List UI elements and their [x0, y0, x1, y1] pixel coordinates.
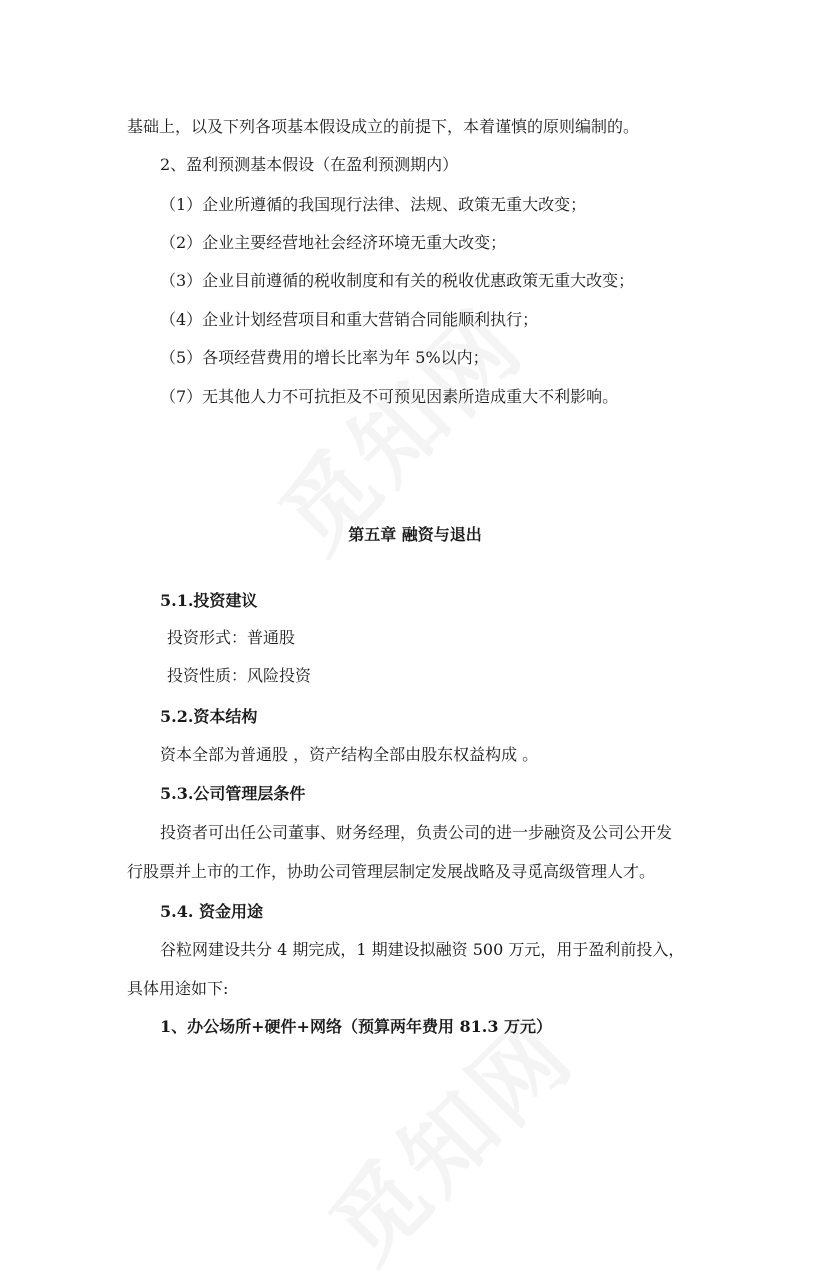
assumption-item: （4）企业计划经营项目和重大营销合同能顺利执行；: [160, 310, 539, 329]
section-5-1-title: 5.1.投资建议: [160, 591, 258, 610]
paragraph-continued: 基础上，以及下列各项基本假设成立的前提下，本着谨慎的原则编制的。: [127, 117, 640, 136]
section-5-4-body-line: 具体用途如下:: [127, 979, 229, 998]
section-5-2-body: 资本全部为普通股 ，资产结构全部由股东权益构成 。: [160, 745, 539, 764]
assumption-item: （2）企业主要经营地社会经济环境无重大改变；: [160, 233, 507, 252]
section-5-2-title: 5.2.资本结构: [160, 707, 258, 726]
section-5-4-title: 5.4. 资金用途: [160, 902, 263, 921]
section-5-3-body-line: 行股票并上市的工作，协助公司管理层制定发展战略及寻觅高级管理人才。: [127, 862, 656, 881]
assumption-item: （1）企业所遵循的我国现行法律、法规、政策无重大改变；: [160, 195, 587, 214]
section-5-3-body-line: 投资者可出任公司董事、财务经理，负责公司的进一步融资及公司公开发: [160, 823, 673, 842]
section-5-4-body-line: 谷粒网建设共分 4 期完成，1 期建设拟融资 500 万元，用于盈利前投入，: [160, 940, 685, 959]
assumption-item: （3）企业目前遵循的税收制度和有关的税收优惠政策无重大改变；: [160, 271, 635, 290]
investment-nature: 投资性质：风险投资: [167, 666, 312, 685]
assumptions-heading: 2、盈利预测基本假设（在盈利预测期内）: [160, 155, 459, 174]
investment-form: 投资形式：普通股: [167, 628, 296, 647]
assumption-item: （5）各项经营费用的增长比率为年 5%以内；: [160, 348, 489, 367]
chapter-title: 第五章 融资与退出: [348, 525, 482, 544]
assumption-item: （7）无其他人力不可抗拒及不可预见因素所造成重大不利影响。: [160, 387, 619, 406]
fund-use-item-1: 1、办公场所+硬件+网络（预算两年费用 81.3 万元）: [160, 1017, 553, 1036]
section-5-3-title: 5.3.公司管理层条件: [160, 784, 306, 803]
